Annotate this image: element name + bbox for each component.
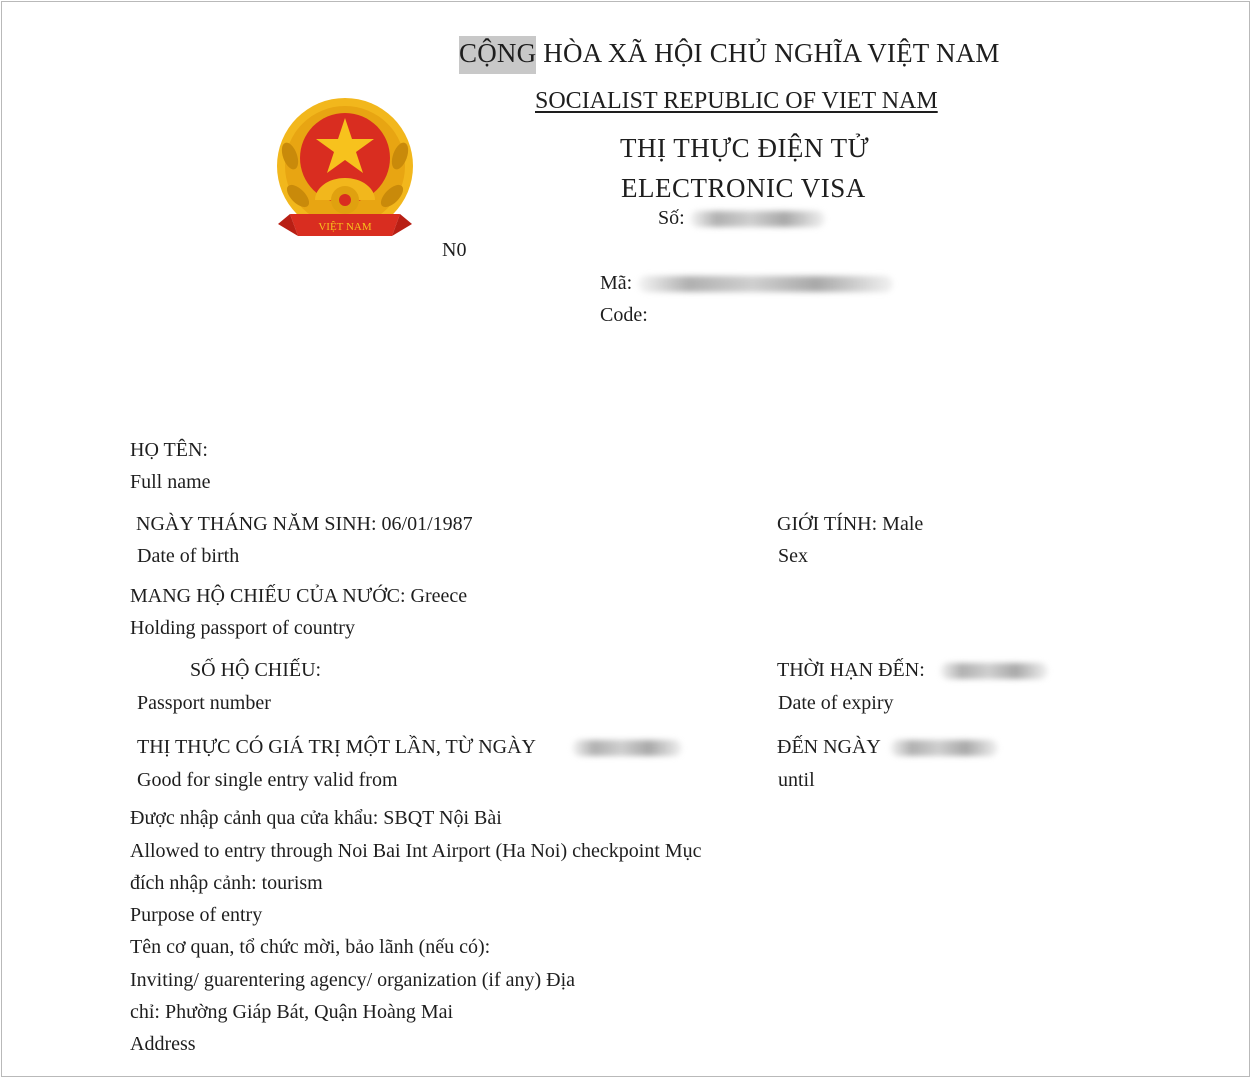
full-name-label-vi: HỌ TÊN: — [130, 439, 208, 461]
expiry-label-vi: THỜI HẠN ĐẾN: — [777, 659, 925, 681]
national-emblem-icon — [270, 96, 420, 248]
expiry-label-en: Date of expiry — [778, 692, 894, 714]
code-label-vi: Mã: — [600, 272, 633, 294]
valid-from-en: Good for single entry valid from — [137, 769, 398, 791]
sex-label-en: Sex — [778, 545, 808, 567]
redacted-number — [690, 211, 825, 227]
dob-label-vi: NGÀY THÁNG NĂM SINH: 06/01/1987 — [136, 513, 473, 535]
passport-country-en: Holding passport of country — [130, 617, 355, 639]
address-en: Address — [130, 1033, 196, 1055]
passport-country-vi: MANG HỘ CHIẾU CỦA NƯỚC: Greece — [130, 585, 468, 607]
full-name-label-en: Full name — [130, 471, 211, 493]
number-prefix: N0 — [442, 239, 467, 261]
doc-title-vi: THỊ THỰC ĐIỆN TỬ — [620, 133, 870, 163]
redacted-valid-from — [572, 740, 682, 756]
checkpoint-en: Allowed to entry through Noi Bai Int Airport (Ha Noi) checkpoint Mục — [130, 840, 702, 862]
redacted-until — [890, 740, 998, 756]
dob-label-en: Date of birth — [137, 545, 240, 567]
redacted-expiry — [940, 663, 1048, 679]
number-label: Số: — [658, 207, 685, 229]
agency-en: Inviting/ guarentering agency/ organization (if any) Địa — [130, 969, 576, 991]
country-name-vi-rest: HÒA XÃ HỘI CHỦ NGHĨA VIỆT NAM — [536, 38, 1000, 68]
highlighted-word: CỘNG — [459, 36, 536, 74]
sex-label-vi: GIỚI TÍNH: Male — [777, 513, 924, 535]
until-label-vi: ĐẾN NGÀY — [777, 736, 881, 758]
valid-from-vi: THỊ THỰC CÓ GIÁ TRỊ MỘT LẦN, TỪ NGÀY — [137, 736, 536, 758]
country-name-en: SOCIALIST REPUBLIC OF VIET NAM — [535, 88, 938, 114]
purpose-vi: đích nhập cảnh: tourism — [130, 872, 323, 894]
svg-text:VIỆT NAM: VIỆT NAM — [318, 221, 372, 233]
purpose-en: Purpose of entry — [130, 904, 263, 926]
doc-title-en: ELECTRONIC VISA — [621, 173, 866, 203]
country-name-vi — [459, 40, 1000, 67]
redacted-code — [638, 276, 893, 292]
until-label-en: until — [778, 769, 815, 791]
checkpoint-vi: Được nhập cảnh qua cửa khẩu: SBQT Nội Bài — [130, 807, 502, 829]
agency-vi: Tên cơ quan, tổ chức mời, bảo lãnh (nếu có): — [130, 936, 491, 958]
passport-number-vi: SỐ HỘ CHIẾU: — [190, 659, 322, 681]
code-label-en: Code: — [600, 304, 648, 326]
address-vi: chỉ: Phường Giáp Bát, Quận Hoàng Mai — [130, 1001, 454, 1023]
passport-number-en: Passport number — [137, 692, 271, 714]
